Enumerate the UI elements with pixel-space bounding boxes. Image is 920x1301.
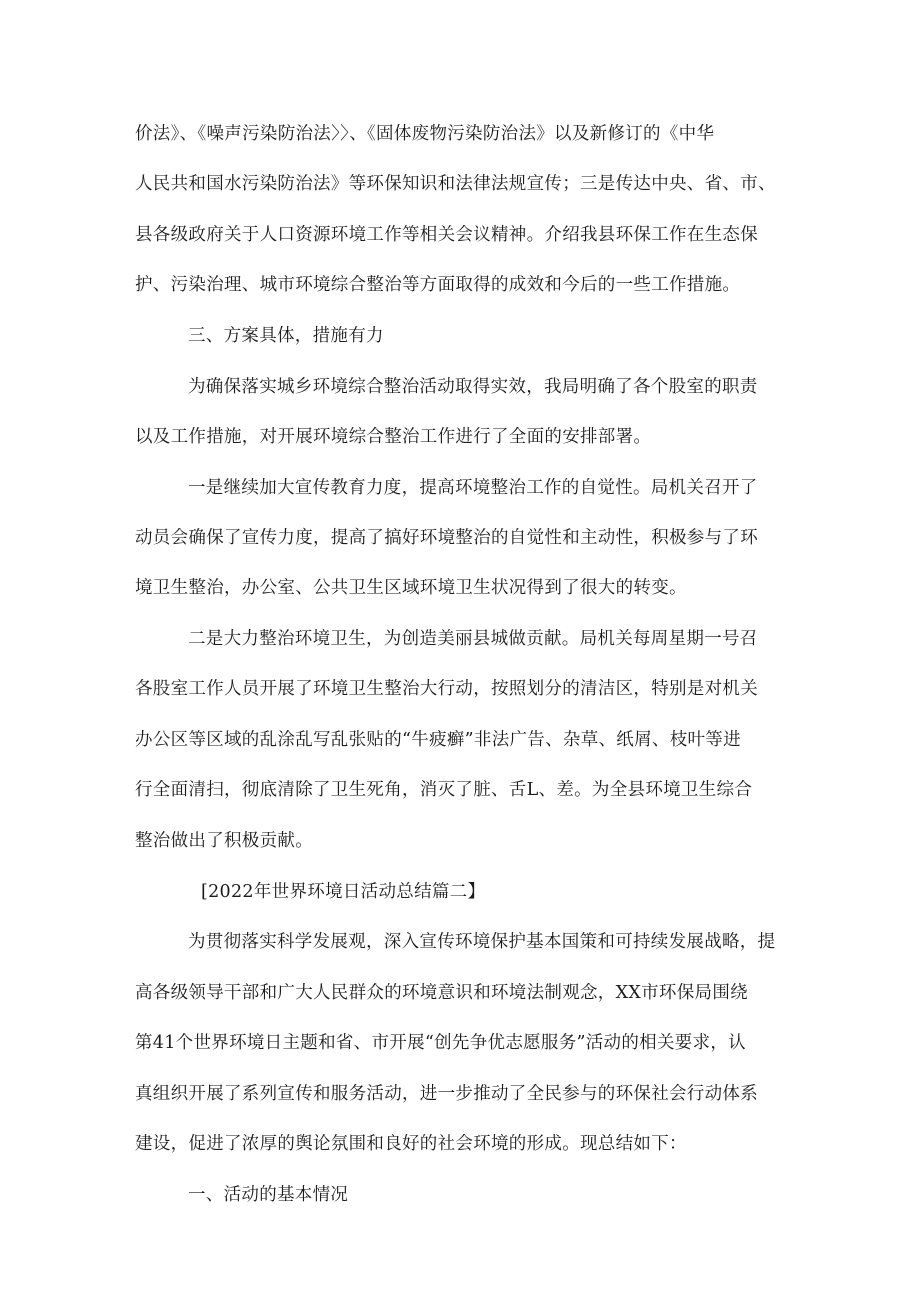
body-text-line: 护、污染治理、城市环境综合整治等方面取得的成效和今后的一些工作措施。 xyxy=(135,275,741,295)
body-text-line: 一是继续加大宣传教育力度，提高环境整治工作的自觉性。局机关召开了 xyxy=(188,478,758,498)
body-text-line: 为确保落实城乡环境综合整治活动取得实效，我局明确了各个股室的职责 xyxy=(188,377,758,397)
body-text-line: 县各级政府关于人口资源环境工作等相关会议精神。介绍我县环保工作在生态保 xyxy=(135,225,758,245)
body-text-line: 二是大力整治环境卫生，为创造美丽县城做贡献。局机关每周星期一号召 xyxy=(188,629,758,649)
body-text-line: 动员会确保了宣传力度，提高了搞好环境整治的自觉性和主动性，积极参与了环 xyxy=(135,528,758,548)
body-text-line: 境卫生整治，办公室、公共卫生区域环境卫生状况得到了很大的转变。 xyxy=(135,578,687,598)
body-text-line: 办公区等区域的乱涂乱写乱张贴的“牛疲癣”非法广告、杂草、纸屑、枝叶等进 xyxy=(135,730,741,750)
body-text-line: 以及工作措施，对开展环境综合整治工作进行了全面的安排部署。 xyxy=(135,427,652,447)
body-text-line: 高各级领导干部和广大人民群众的环境意识和环境法制观念，XX市环保局围绕 xyxy=(135,983,748,1003)
body-text-line: 建设，促进了浓厚的舆论氛围和良好的社会环境的形成。现总结如下： xyxy=(135,1134,687,1154)
body-text-line: 为贯彻落实科学发展观，深入宣传环境保护基本国策和可持续发展战略，提 xyxy=(188,932,776,952)
body-text-line: 整治做出了积极贡献。 xyxy=(135,831,313,851)
body-text-line: 价法》、《噪声污染防治法〉〉、《固体废物污染防治法》以及新修订的《中华 xyxy=(135,124,715,144)
body-text-line: 真组织开展了系列宣传和服务活动，进一步推动了全民参与的环保社会行动体系 xyxy=(135,1084,758,1104)
body-text-line: 各股室工作人员开展了环境卫生整治大行动，按照划分的清洁区，特别是对机关 xyxy=(135,679,758,699)
body-text-line: 第41个世界环境日主题和省、市开展“创先争优志愿服务”活动的相关要求，认 xyxy=(135,1033,746,1053)
body-text-line: 行全面清扫，彻底清除了卫生死角，消灭了脏、舌L、差。为全县环境卫生综合 xyxy=(135,780,753,800)
section-heading: 一、活动的基本情况 xyxy=(188,1185,349,1205)
section-title: [2022年世界环境日活动总结篇二】 xyxy=(201,882,486,902)
section-heading: 三、方案具体，措施有力 xyxy=(188,326,384,346)
body-text-line: 人民共和国水污染防治法》等环保知识和法律法规宣传；三是传达中央、省、市、 xyxy=(135,174,776,194)
